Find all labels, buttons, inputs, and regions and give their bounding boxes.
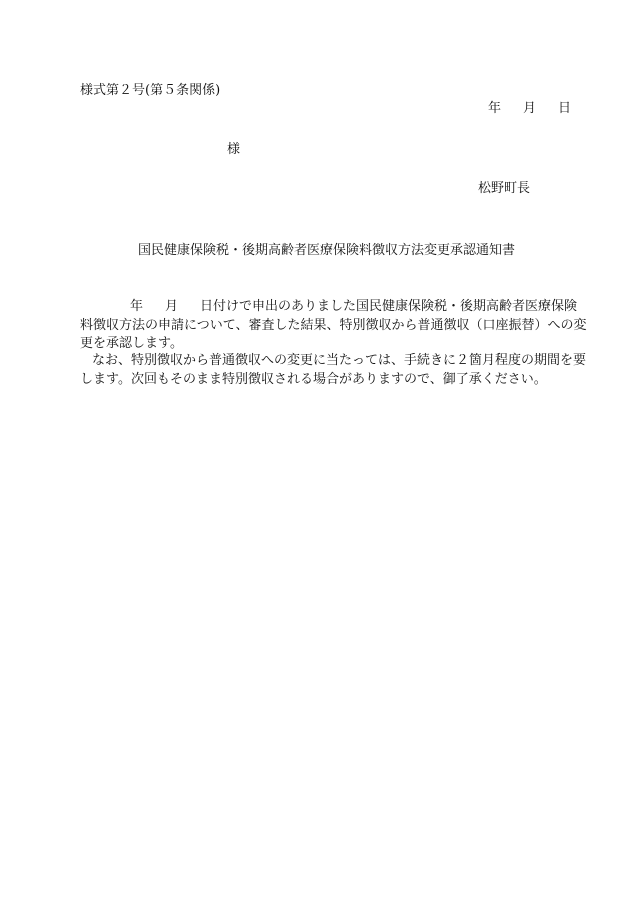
- para1-month-label: 月: [165, 299, 179, 314]
- body-paragraph-2: [80, 352, 590, 389]
- para2-text: なお、特別徴収から普通徴収への変更に当たっては、手続きに２箇月程度の期間を要します。次回もそのまま特別徴収される場合がありますので、御了承ください。: [80, 353, 587, 387]
- form-number: 様式第２号(第５条関係): [80, 83, 221, 98]
- para1-text: 日付けで申出のありました国民健康保険税・後期高齢者医療保険料徴収方法の申請について、審査した結果、特別徴収から普通徴収（口座振替）への変更を承認します。: [80, 299, 587, 351]
- date-month-label: 月: [523, 101, 537, 116]
- date-day-label: 日: [558, 101, 572, 116]
- document-title: 国民健康保険税・後期高齢者医療保険料徴収方法変更承認通知書: [138, 243, 516, 258]
- body-paragraph-1: [80, 298, 590, 354]
- para1-year-label: 年: [130, 299, 144, 314]
- recipient-suffix: 様: [227, 142, 241, 157]
- date-line: [488, 102, 571, 115]
- issuer-name: 松野町長: [478, 181, 531, 196]
- date-year-label: 年: [488, 101, 502, 116]
